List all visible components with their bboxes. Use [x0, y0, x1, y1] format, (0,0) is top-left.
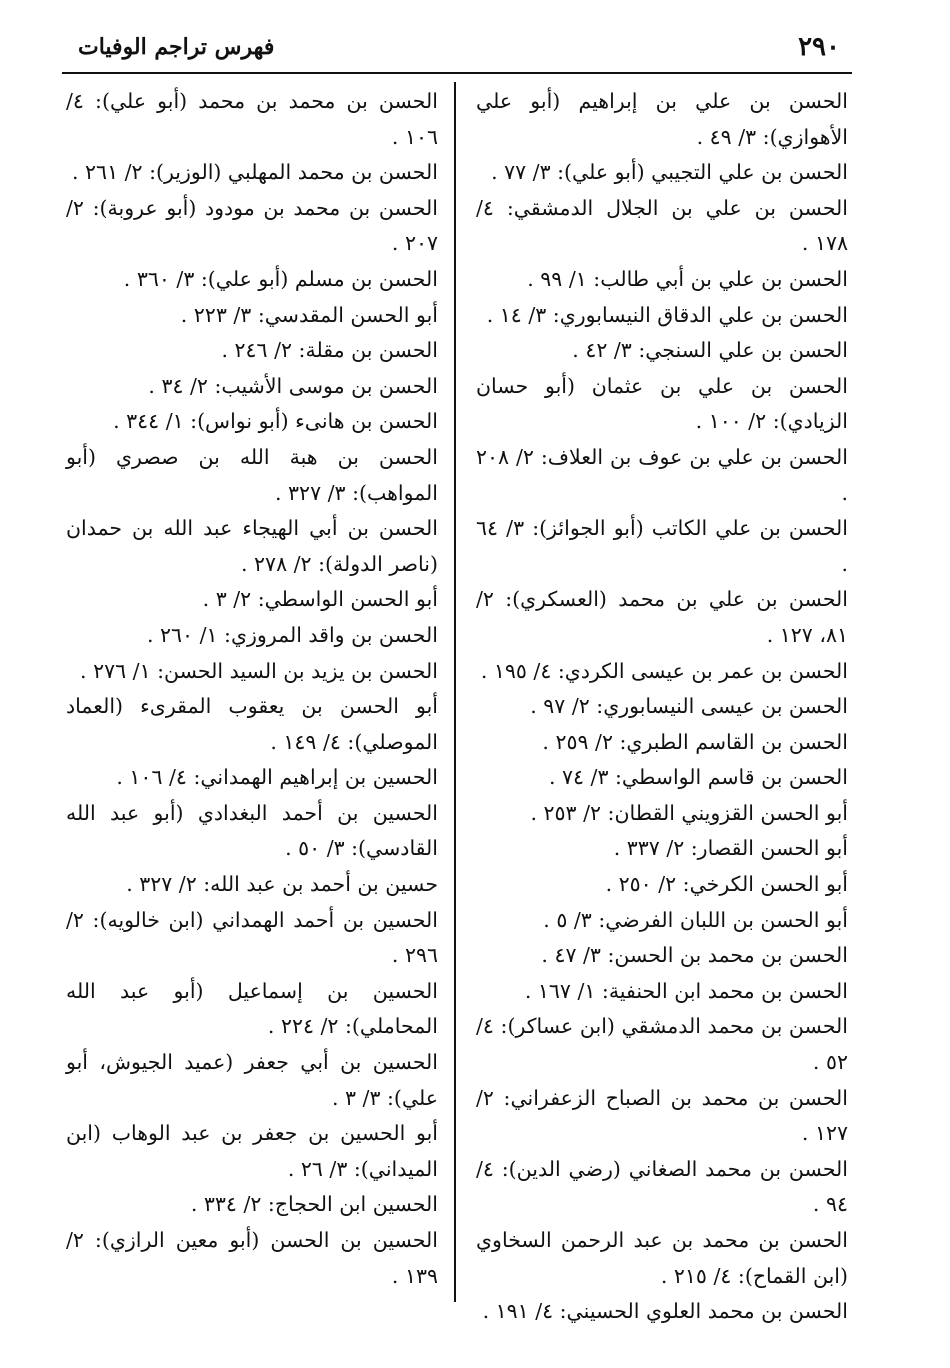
index-entry: أبو الحسن المقدسي: ٣/ ٢٢٣ . [180, 302, 438, 327]
index-entry: حسين بن أحمد بن عبد الله: ٢/ ٣٢٧ . [126, 872, 438, 897]
index-entry: أبو الحسين بن جعفر بن عبد الوهاب (ابن الميداني): ٣/ ٢٦ . [66, 1121, 438, 1181]
index-entry: الحسن بن محمد ابن الحنفية: ١/ ١٦٧ . [524, 978, 848, 1003]
header-rule [62, 72, 852, 74]
index-entry: الحسن بن علي التجيبي (أبو علي): ٣/ ٧٧ . [491, 160, 848, 185]
page-number: ٢٩٠ [798, 32, 840, 62]
index-entry: الحسن بن علي الكاتب (أبو الجوائز): ٣/ ٦٤ . [476, 516, 848, 576]
index-entry: الحسن بن محمد بن عبد الرحمن السخاوي (ابن القماح): ٤/ ٢١٥ . [476, 1228, 848, 1288]
index-entry: الحسن بن هبة الله بن صصري (أبو المواهب): ٣/ ٣٢٧ . [66, 444, 438, 505]
index-entry: الحسن بن موسى الأشيب: ٢/ ٣٤ . [148, 373, 438, 398]
index-entry: الحسن بن محمد المهلبي (الوزير): ٢/ ٢٦١ . [72, 160, 438, 185]
index-entry: الحسن بن هانىء (أبو نواس): ١/ ٣٤٤ . [113, 409, 438, 434]
index-entry: الحسن بن علي بن الجلال الدمشقي: ٤/ ١٧٨ . [476, 195, 848, 256]
index-entry: الحسن بن محمد بن محمد (أبو علي): ٤/ ١٠٦ . [66, 89, 438, 149]
index-entry: الحسن بن أبي الهيجاء عبد الله بن حمدان (ناصر الدولة): ٢/ ٢٧٨ . [66, 516, 438, 576]
index-entry: الحسين بن الحسن (أبو معين الرازي): ٢/ ١٣٩ . [66, 1228, 438, 1288]
index-entry: الحسن بن محمد بن الصباح الزعفراني: ٢/ ١٢٧ . [476, 1085, 848, 1146]
index-entry: الحسن بن مسلم (أبو علي): ٣/ ٣٦٠ . [123, 266, 438, 291]
index-column-left [66, 84, 438, 1294]
page-header [62, 26, 850, 70]
index-entry: الحسن بن مقلة: ٢/ ٢٤٦ . [221, 338, 438, 363]
index-entry: أبو الحسن القصار: ٢/ ٣٣٧ . [613, 836, 848, 861]
index-entry: الحسن بن علي بن أبي طالب: ١/ ٩٩ . [527, 266, 848, 291]
running-title: فهرس تراجم الوفيات [78, 34, 275, 60]
index-entry: الحسن بن محمد الدمشقي (ابن عساكر): ٤/ ٥٢ . [476, 1014, 848, 1075]
index-entry: الحسن بن القاسم الطبري: ٢/ ٢٥٩ . [542, 729, 848, 754]
index-entry: الحسن بن علي السنجي: ٣/ ٤٢ . [572, 338, 848, 363]
index-entry: أبو الحسن بن اللبان الفرضي: ٣/ ٥ . [543, 907, 848, 932]
index-entry: أبو الحسن القزويني القطان: ٢/ ٢٥٣ . [530, 800, 848, 825]
index-entry: أبو الحسن الكرخي: ٢/ ٢٥٠ . [605, 872, 848, 897]
index-entry: الحسن بن علي بن عوف بن العلاف: ٢/ ٢٠٨ . [476, 444, 848, 505]
index-column-right [476, 84, 848, 1330]
index-entry: الحسين بن إسماعيل (أبو عبد الله المحاملي): ٢/ ٢٢٤ . [66, 978, 438, 1039]
index-entry: الحسن بن محمد الصغاني (رضي الدين): ٤/ ٩٤ . [476, 1156, 848, 1217]
index-entry: الحسين بن أحمد الهمداني (ابن خالويه): ٢/ ٢٩٦ . [66, 907, 438, 968]
index-entry: الحسن بن قاسم الواسطي: ٣/ ٧٤ . [548, 765, 848, 790]
index-entry: الحسين ابن الحجاج: ٢/ ٣٣٤ . [190, 1192, 438, 1217]
index-entry: الحسن بن محمد بن الحسن: ٣/ ٤٧ . [541, 943, 848, 968]
index-entry: الحسن بن محمد بن مودود (أبو عروبة): ٢/ ٢٠٧ . [66, 195, 439, 256]
index-entry: الحسن بن علي الدقاق النيسابوري: ٣/ ١٤ . [486, 302, 848, 327]
index-entry: الحسين بن أحمد البغدادي (أبو عبد الله القادسي): ٣/ ٥٠ . [66, 800, 438, 861]
index-entry: الحسن بن يزيد بن السيد الحسن: ١/ ٢٧٦ . [80, 658, 438, 683]
index-entry: الحسن بن واقد المروزي: ١/ ٢٦٠ . [146, 622, 438, 647]
index-entry: الحسن بن محمد العلوي الحسيني: ٤/ ١٩١ . [482, 1299, 848, 1324]
index-entry: الحسن بن علي بن إبراهيم (أبو علي الأهوازي): ٣/ ٤٩ . [476, 89, 848, 149]
index-entry: الحسن بن عمر بن عيسى الكردي: ٤/ ١٩٥ . [480, 658, 848, 683]
index-entry: الحسن بن علي بن محمد (العسكري): ٢/ ٨١، ١٢٧ . [476, 587, 848, 647]
index-entry: أبو الحسن الواسطي: ٢/ ٣ . [202, 587, 438, 612]
index-entry: أبو الحسن بن يعقوب المقرىء (العماد الموصلي): ٤/ ١٤٩ . [66, 694, 438, 754]
column-divider [454, 82, 456, 1302]
index-entry: الحسين بن إبراهيم الهمداني: ٤/ ١٠٦ . [116, 765, 438, 790]
index-entry: الحسن بن علي بن عثمان (أبو حسان الزيادي): ٢/ ١٠٠ . [476, 373, 848, 434]
index-entry: الحسن بن عيسى النيسابوري: ٢/ ٩٧ . [530, 694, 848, 719]
index-entry: الحسين بن أبي جعفر (عميد الجيوش، أبو علي): ٣/ ٣ . [66, 1050, 438, 1110]
